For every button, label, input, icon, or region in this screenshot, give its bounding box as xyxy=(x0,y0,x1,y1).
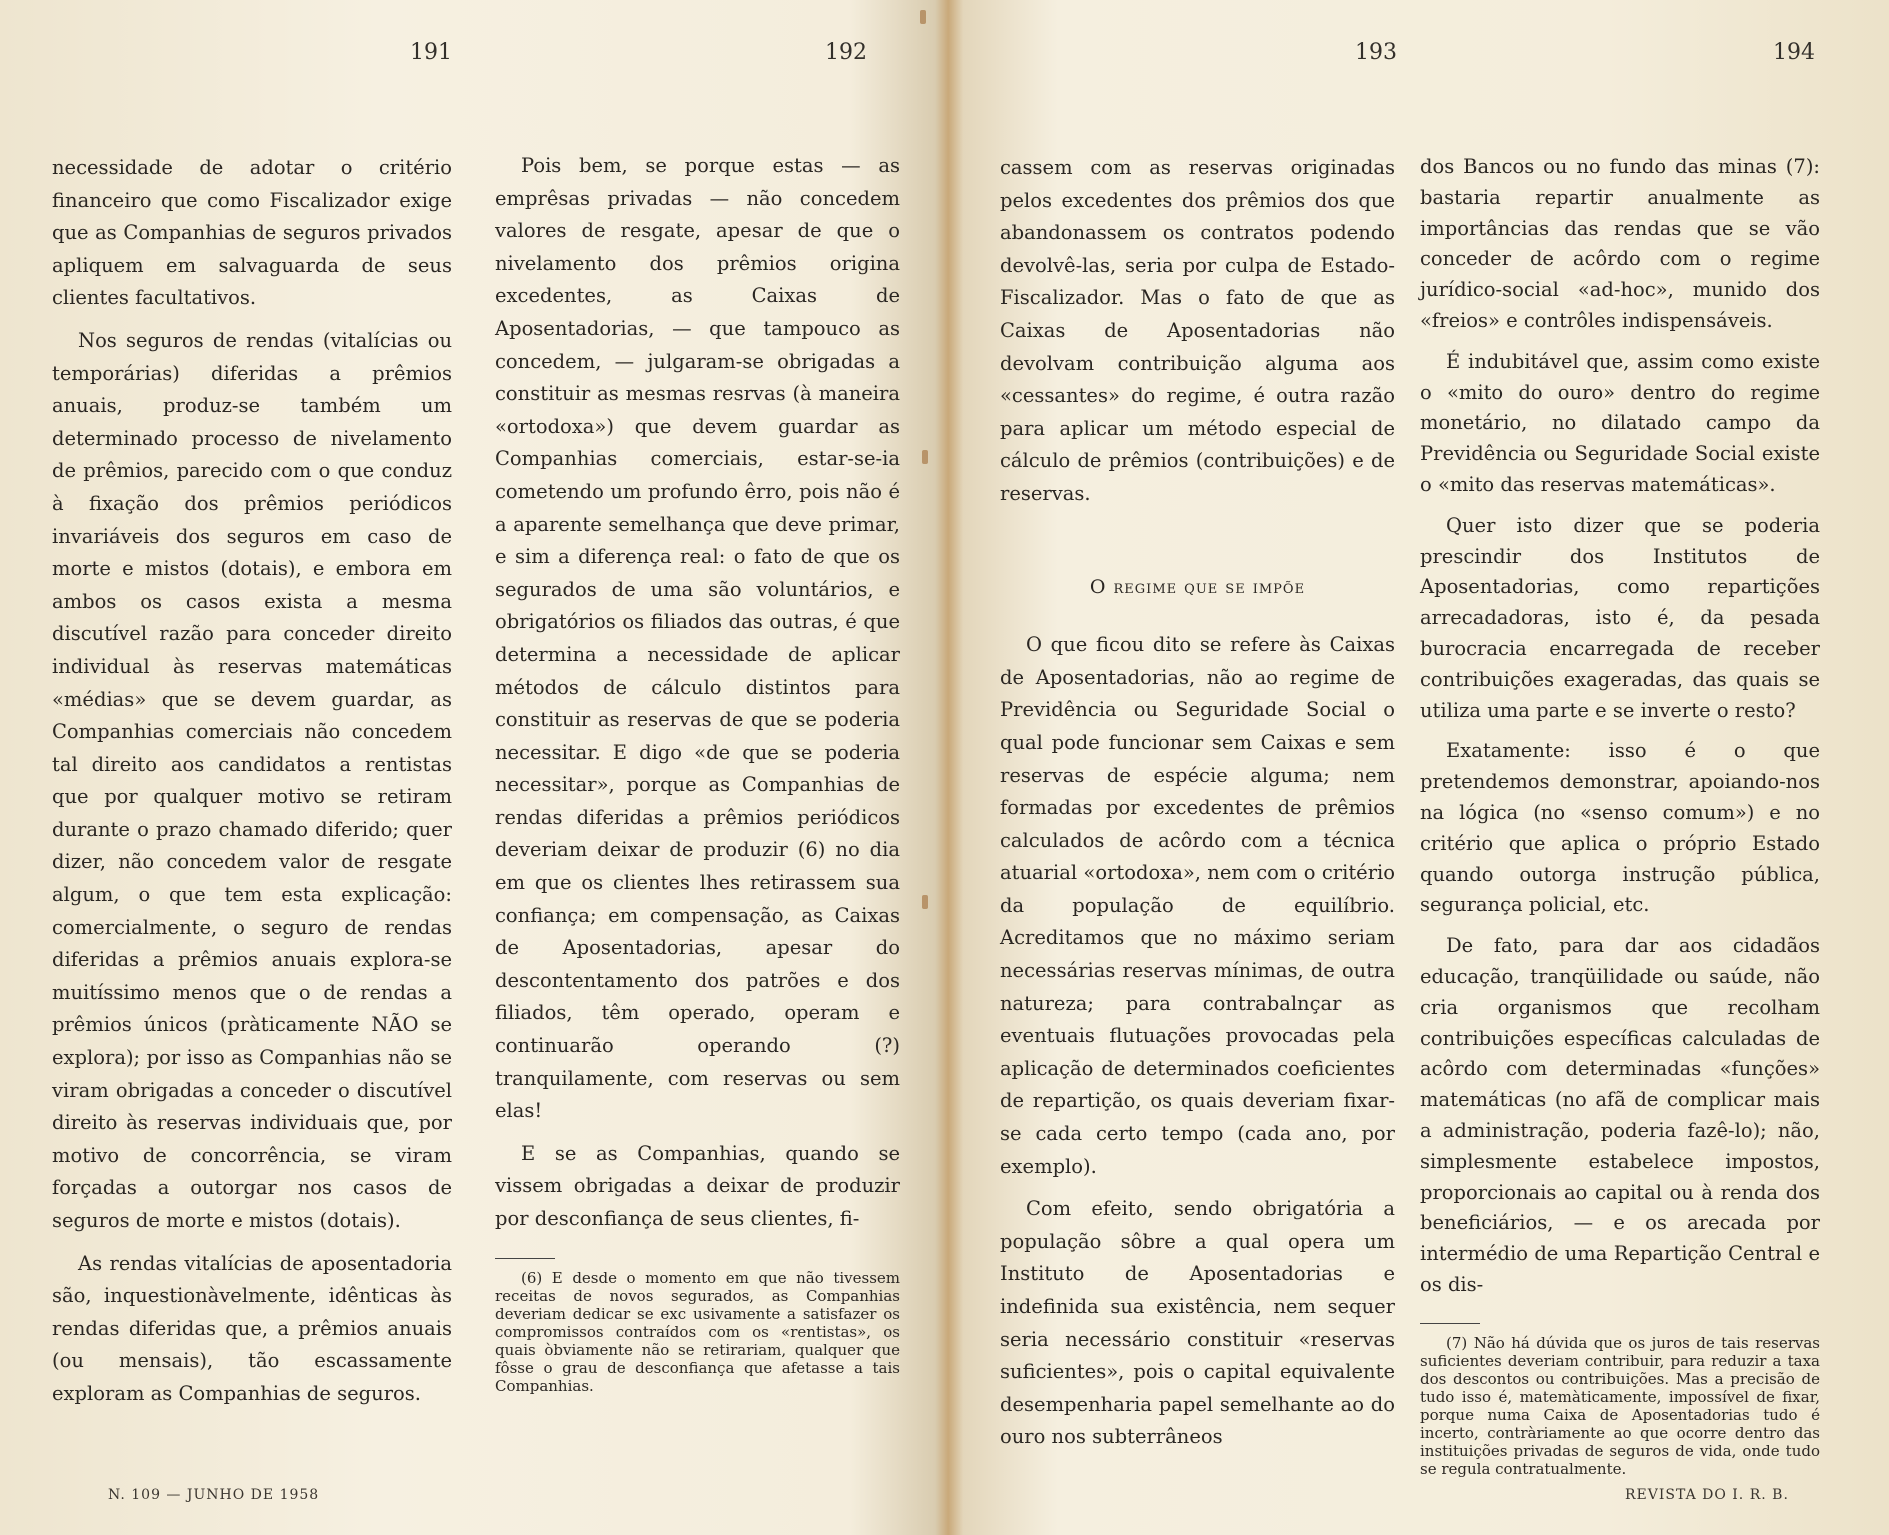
column-192 xyxy=(495,150,900,1395)
paragraph: Pois bem, se porque estas — as emprêsas privadas — não concedem valores de resgate, apesar de que o nivelamento dos prêmios origina excedentes, as Caixas de Aposentadorias, — que tampouco as concedem, — julgaram-se obrigadas a constituir as mesmas resrvas (à maneira «ortodoxa») que devem guardar as Companhias comerciais, estar-se-ia cometendo um profundo êrro, pois não é a aparente semelhança que deve primar, e sim a diferença real: o fato de que os segurados de uma são voluntários, e obrigatórios os filiados das outras, é que determina a necessidade de aplicar métodos de cálculo distintos para constituir as reservas de que se poderia necessitar. E digo «de que se poderia necessitar», porque as Companhias de rendas diferidas a prêmios periódicos deveriam deixar de produzir (6) no dia em que os clientes lhes retirassem sua confiança; em compensação, as Caixas de Aposentadorias, apesar do descontentamento dos patrões e dos filiados, têm operado, operam e continuarão operando (?) tranquilamente, com reservas ou sem elas! xyxy=(495,154,900,1123)
page-number-192: 192 xyxy=(825,40,867,65)
footnote-7: (7) Não há dúvida que os juros de tais reservas suficientes deveriam contribuir, para reduzir a taxa dos descontos ou contribuições. Mas a precisão de tudo isso é, matemàticamente, impossível de fixar, porque numa Caixa de Aposentadorias tudo é incerto, contràriamente ao que ocorre dentro das instituições privadas de seguros de vida, onde tudo se regula contratualmente. xyxy=(1420,1333,1820,1478)
page-number-191: 191 xyxy=(410,40,452,65)
left-page xyxy=(40,0,910,1535)
footer-issue: N. 109 — JUNHO DE 1958 xyxy=(108,1487,320,1503)
paragraph: As rendas vitalícias de aposentadoria são, inquestionàvelmente, idênticas às rendas diferidas que, a prêmios anuais (ou mensais), tão escassamente exploram as Companhias de seguros. xyxy=(52,1251,452,1405)
paragraph: cassem com as reservas originadas pelos excedentes dos prêmios dos que abandonassem os contratos podendo devolvê-las, seria por culpa de Estado-Fiscalizador. Mas o fato de que as Caixas de Aposentadorias não devolvam contribuição alguma aos «cessantes» do regime, é outra razão para aplicar um método especial de cálculo de prêmios (contribuições) e de reservas. xyxy=(1000,156,1395,505)
paragraph: dos Bancos ou no fundo das minas (7): bastaria repartir anualmente as importâncias das rendas que se vão conceder de acôrdo com o regime jurídico-social «ad-hoc», munido dos «freios» e contrôles indispensáveis. xyxy=(1420,155,1820,332)
paragraph: Com efeito, sendo obrigatória a população sôbre a qual opera um Instituto de Aposentadorias e indefinida sua existência, nem sequer seria necessário constituir «reservas suficientes», pois o capital equivalente desempenharia papel semelhante ao do ouro nos subterrâneos xyxy=(1000,1197,1395,1449)
footnote-rule xyxy=(1420,1323,1480,1324)
paragraph: Nos seguros de rendas (vitalícias ou temporárias) diferidas a prêmios anuais, produz-se também um determinado processo de nivelamento de prêmios, parecido com o que conduz à fixação dos prêmios periódicos invariáveis dos seguros em caso de morte e mistos (dotais), e embora em ambos os casos exista a mesma discutível razão para conceder direito individual às reservas matemáticas «médias» que se devem guardar, as Companhias comerciais não concedem tal direito aos candidatos a rentistas que por qualquer motivo se retiram durante o prazo chamado diferido; quer dizer, não concedem valor de resgate algum, o que tem esta explicação: comercialmente, o seguro de rendas diferidas a prêmios anuais explora-se muitíssimo menos que o de rendas a prêmios únicos (pràticamente NÃO se explora); por isso as Companhias não se viram obrigadas a conceder o discutível direito às reservas individuais que, por motivo de concorrência, se viram forçadas a outorgar nos casos de seguros de morte e mistos (dotais). xyxy=(52,328,452,1232)
paragraph: Quer isto dizer que se poderia prescindir dos Institutos de Aposentadorias, como repartições arrecadadoras, isto é, da pesada burocracia encarregada de receber contribuições exageradas, das quais se utiliza uma parte e se inverte o resto? xyxy=(1420,513,1820,722)
section-heading: O regime que se impõe xyxy=(1089,575,1306,598)
paragraph: Exatamente: isso é o que pretendemos demonstrar, apoiando-nos na lógica (no «senso comum») e no critério que aplica o próprio Estado quando outorga instrução pública, segurança policial, etc. xyxy=(1420,739,1820,917)
paragraph: O que ficou dito se refere às Caixas de Aposentadorias, não ao regime de Previdência ou Seguridade Social o qual pode funcionar sem Caixas e sem reservas de espécie alguma; nem formadas por excedentes de prêmios calculados de acôrdo com a técnica atuarial «ortodoxa», nem com o critério da população de equilíbrio. Acreditamos que no máximo seriam necessárias reservas mínimas, de outra natureza; para contrabalnçar as eventuais flutuações provocadas pela aplicação de determinados coeficientes de repartição, os quais deveriam fixar-se cada certo tempo (cada ano, por exemplo). xyxy=(1000,633,1395,1178)
paragraph: E se as Companhias, quando se vissem obrigadas a deixar de produzir por desconfiança de seus clientes, fi- xyxy=(495,1141,900,1230)
footnote-6: (6) E desde o momento em que não tivessem receitas de novos segurados, as Companhias deveriam dedicar se exc usivamente a satisfazer os compromissos contraídos com os «rentistas», os quais òbviamente não se retirariam, qualquer que fôsse o grau de desconfiança que afetasse a tais Companhias. xyxy=(495,1268,900,1395)
paragraph: De fato, para dar aos cidadãos educação, tranqüilidade ou saúde, não cria organismos que recolham contribuições específicas calculadas de acôrdo com determinadas «funções» matemáticas (no afã de complicar mais a administração, poderia fazê-lo); não, simplesmente estabelece impostos, proporcionais ao capital ou à renda dos beneficiários, — e os arecada por intermédio de uma Repartição Central e os dis- xyxy=(1420,934,1820,1296)
column-193 xyxy=(1000,152,1395,1464)
footnote-rule xyxy=(495,1258,555,1259)
column-194 xyxy=(1420,152,1820,1478)
paragraph: necessidade de adotar o critério financeiro que como Fiscalizador exige que as Companhias de seguros privados apliquem em salvaguarda de seus clientes facultativos. xyxy=(52,156,452,310)
binding-staple xyxy=(922,450,928,464)
page-number-194: 194 xyxy=(1773,40,1815,65)
paragraph: É indubitável que, assim como existe o «mito do ouro» dentro do regime monetário, no dilatado campo da Previdência ou Seguridade Social existe o «mito das reservas matemáticas». xyxy=(1420,349,1820,496)
right-page xyxy=(995,0,1855,1535)
column-191 xyxy=(52,152,452,1421)
binding-staple xyxy=(922,895,928,909)
binding-staple xyxy=(920,10,926,24)
footer-journal: REVISTA DO I. R. B. xyxy=(1625,1487,1789,1503)
page-number-193: 193 xyxy=(1355,40,1397,65)
